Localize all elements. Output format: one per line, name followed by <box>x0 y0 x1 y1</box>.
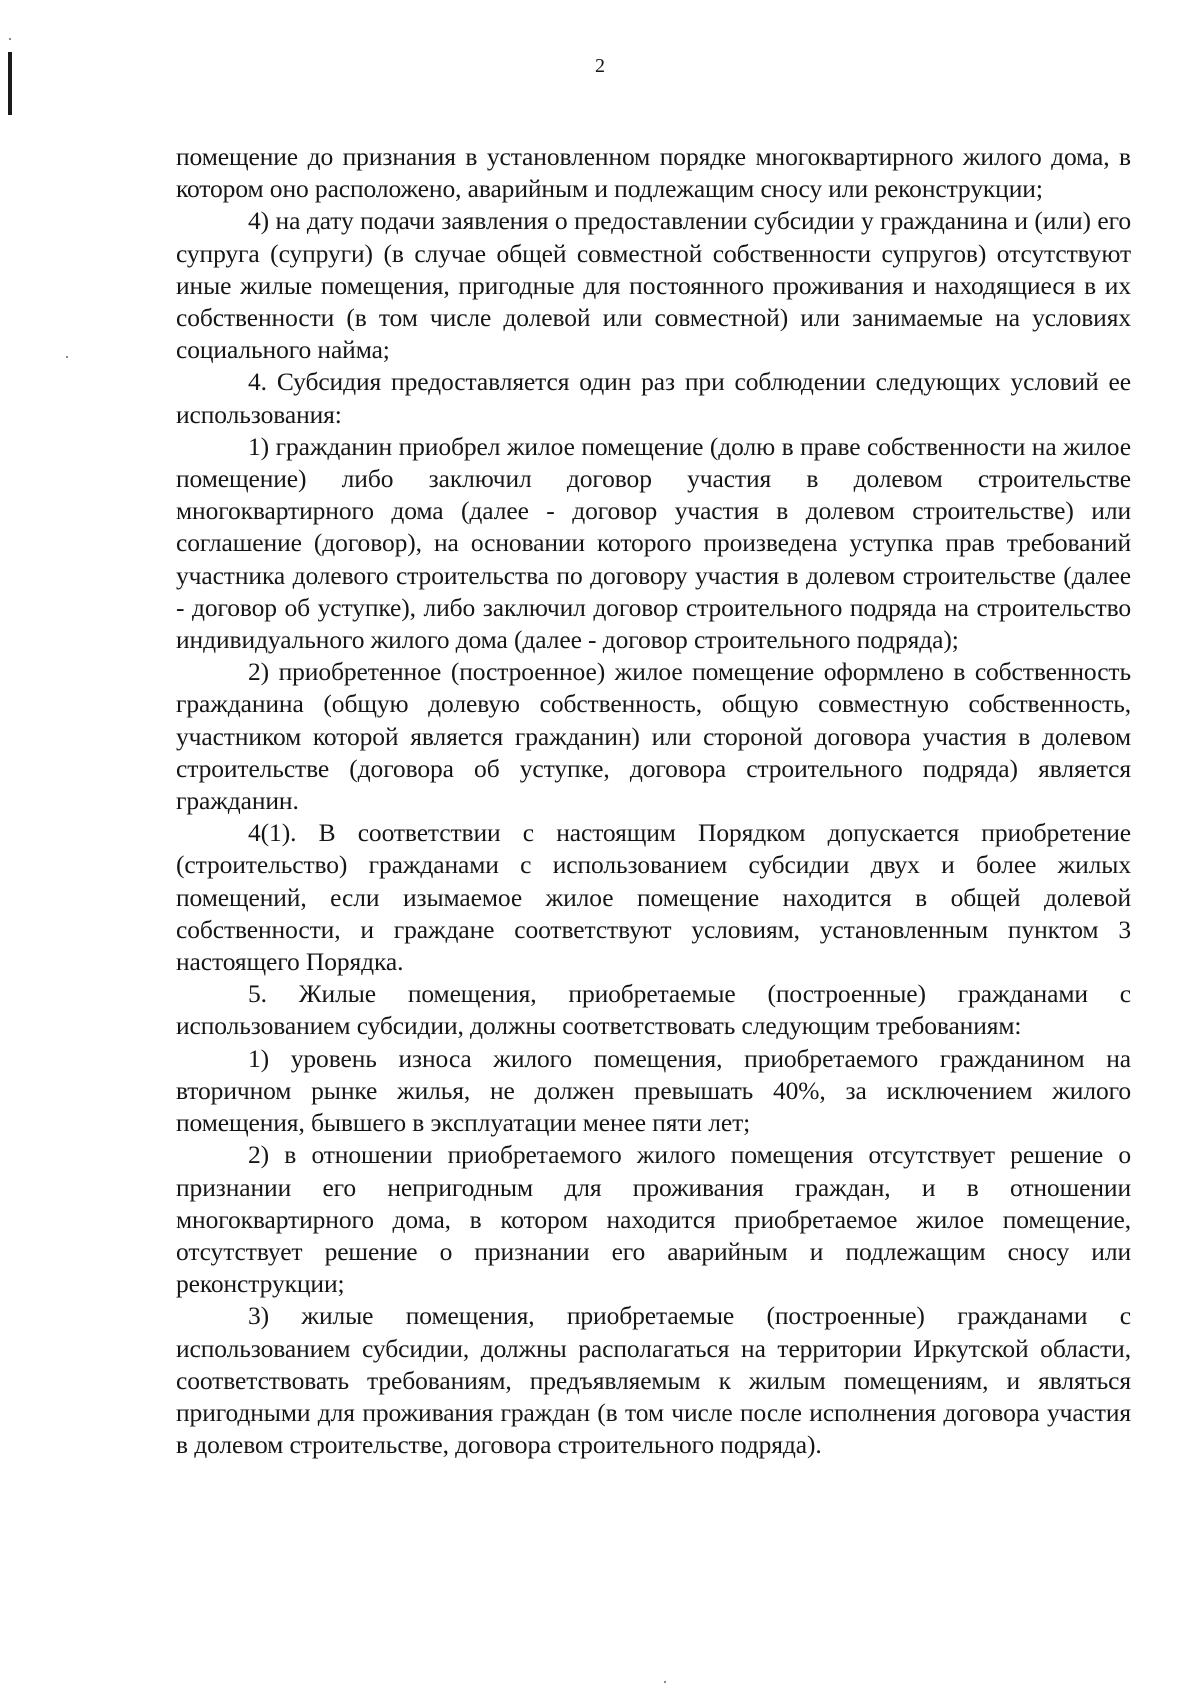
paragraph: 4(1). В соответствии с настоящим Порядком допускается приобретение (строительство) гражданами с использованием субсидии двух и более жилых помещений, если изымаемое жилое помещение находится в общей долевой собственности, и граждане соответствуют условиям, установленным пунктом 3 настоящего Порядка. <box>176 818 1131 977</box>
paragraph: 5. Жилые помещения, приобретаемые (построенные) гражданами с использованием субсидии, должны соответствовать следующим требованиям: <box>176 979 1131 1041</box>
page-number: 2 <box>595 55 605 77</box>
paragraph: 2) приобретенное (построенное) жилое помещение оформлено в собственность гражданина (общую долевую собственность, общую совместную собственность, участником которой является гражданин) или стороной договора участия в долевом строительстве (договора об уступке, договора строительного подряда) является гражданин. <box>176 657 1131 816</box>
paragraph: 1) гражданин приобрел жилое помещение (долю в праве собственности на жилое помещение) либо заключил договор участия в долевом строительстве многоквартирного дома (далее - договор участия в долевом строительстве) или соглашение (договор), на основании которого произведена уступка прав требований участника долевого строительства по договору участия в долевом строительстве (далее - договор об уступке), либо заключил договор строительного подряда на строительство индивидуального жилого дома (далее - договор строительного подряда); <box>176 431 1131 655</box>
paragraph: 4) на дату подачи заявления о предоставлении субсидии у гражданина и (или) его супруга (супруги) (в случае общей совместной собственности супругов) отсутствуют иные жилые помещения, пригодные для постоянного проживания и находящиеся в их собственности (в том числе долевой или совместной) или занимаемые на условиях социального найма; <box>176 206 1131 365</box>
scan-speck <box>664 1681 666 1683</box>
document-body <box>176 141 1131 1461</box>
scan-speck <box>66 356 68 358</box>
paragraph: 2) в отношении приобретаемого жилого помещения отсутствует решение о признании его непригодным для проживания граждан, и в отношении многоквартирного дома, в котором находится приобретаемое жилое помещение, отсутствует решение о признании его аварийным и подлежащим сносу или реконструкции; <box>176 1140 1131 1299</box>
scan-speck <box>9 38 11 40</box>
paragraph: помещение до признания в установленном порядке многоквартирного жилого дома, в котором оно расположено, аварийным и подлежащим сносу или реконструкции; <box>176 142 1131 204</box>
paragraph: 4. Субсидия предоставляется один раз при соблюдении следующих условий ее использования: <box>176 367 1131 429</box>
paragraph: 3) жилые помещения, приобретаемые (построенные) гражданами с использованием субсидии, должны располагаться на территории Иркутской области, соответствовать требованиям, предъявляемым к жилым помещениям, и являться пригодными для проживания граждан (в том числе после исполнения договора участия в долевом строительстве, договора строительного подряда). <box>176 1301 1131 1460</box>
paragraph: 1) уровень износа жилого помещения, приобретаемого гражданином на вторичном рынке жилья, не должен превышать 40%, за исключением жилого помещения, бывшего в эксплуатации менее пяти лет; <box>176 1043 1131 1138</box>
